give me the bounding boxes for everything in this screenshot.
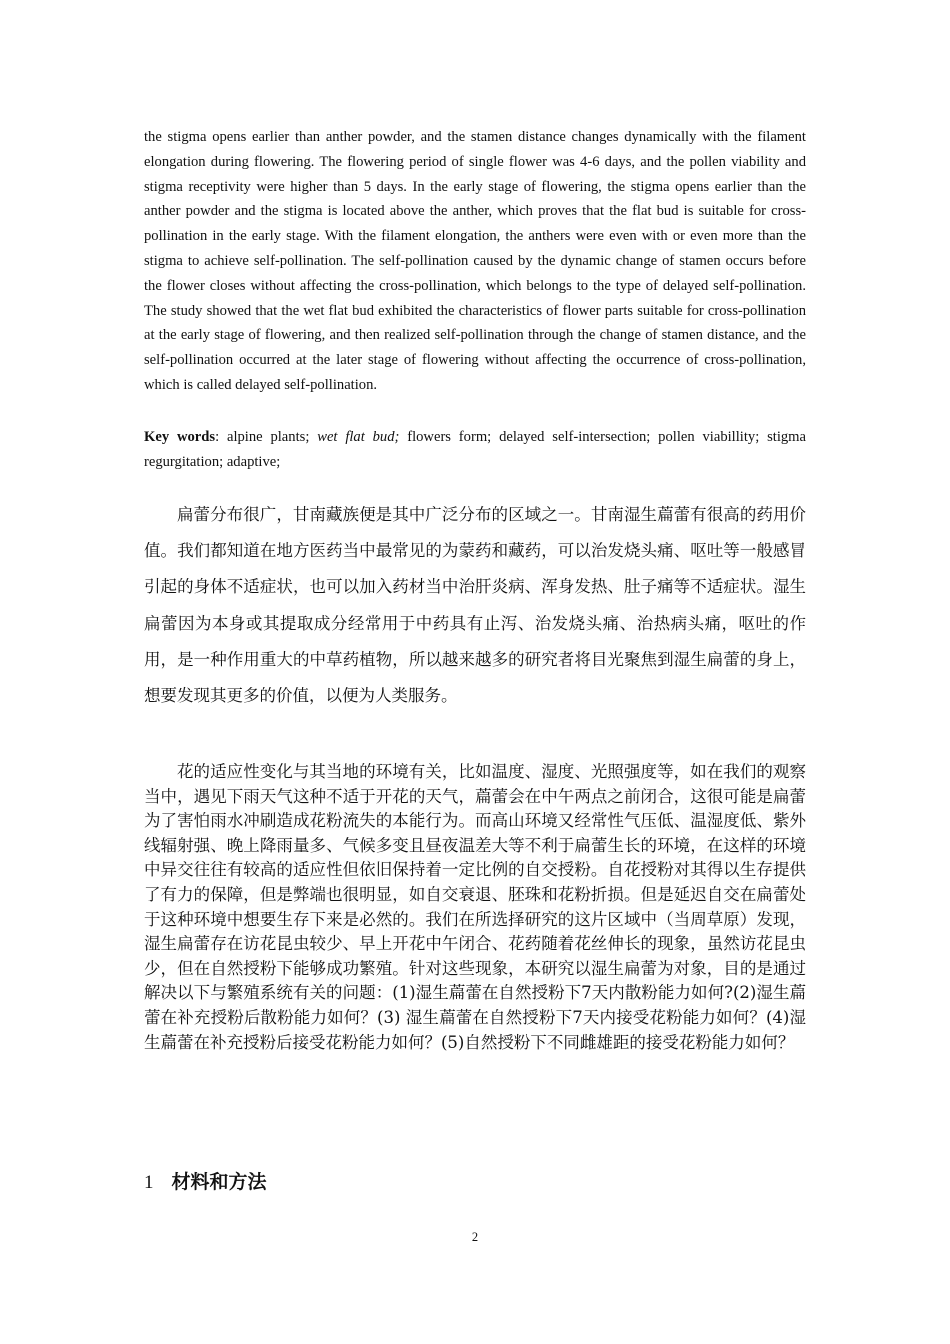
abstract-text: the stigma opens earlier than anther powder, and the stamen distance changes dynamically with the filament elongation during flowering. The flowering period of single flower was 4-6 days, and the pollen viability and stigma receptivity were higher than 5 days. In the early stage of flowering, the stigma opens earlier than the anther powder and the stigma is located above the anther, which proves that the flat bud is suitable for cross-pollination in the early stage. With the filament elongation, the anthers were even with or even more than the stigma to achieve self-pollination. The self-pollination caused by the dynamic change of stamen occurs before the flower closes without affecting the cross-pollination, which belongs to the type of delayed self-pollination. The study showed that the wet flat bud exhibited the characteristics of flower parts suitable for cross-pollination at the early stage of flowering, and then realized self-pollination through the change of stamen distance, and the self-pollination occurred at the later stage of flowering without affecting the occurrence of cross-pollination, which is called delayed self-pollination. [144,129,806,393]
page-number: 2 [471,1230,479,1244]
body-paragraph-2: 花的适应性变化与其当地的环境有关，比如温度、湿度、光照强度等，如在我们的观察当中，遇见下雨天气这种不适于开花的天气，萹蕾会在中午两点之前闭合，这很可能是扁蕾为了害怕雨水冲刷造成花粉流失的本能行为。而高山环境又经常性气压低、温湿度低、紫外线辐射强、晚上降雨量多、气候多变且昼夜温差大等不利于扁蕾生长的环境，在这样的环境中异交往往有较高的适应性但依旧保持着一定比例的自交授粉。自花授粉对其得以生存提供了有力的保障，但是弊端也很明显，如自交衰退、胚珠和花粉折损。但是延迟自交在扁蕾处于这种环境中想要生存下来是必然的。我们在所选择研究的这片区域中（当周草原）发现，湿生扁蕾存在访花昆虫较少、早上开花中午闭合、花药随着花丝伸长的现象，虽然访花昆虫少，但在自然授粉下能够成功繁殖。针对这些现象，本研究以湿生扁蕾为对象，目的是通过解决以下与繁殖系统有关的问题：(1)湿生萹蕾在自然授粉下7天内散粉能力如何?(2)湿生萹蕾在补充授粉后散粉能力如何？(3) 湿生萹蕾在自然授粉下7天内接受花粉能力如何？(4)湿生萹蕾在补充授粉后接受花粉能力如何？(5)自然授粉下不同雌雄距的接受花粉能力如何？ [144,762,806,1052]
keywords-line [144,425,806,475]
keywords-italic-term: wet flat bud; [317,429,400,445]
keywords-rest: flowers form; delayed self-intersection; pollen viabillity; stigma regurgitation; adaptive; [144,429,806,470]
section-title: 材料和方法 [171,1171,267,1193]
section-heading [144,1168,267,1197]
keywords-separator: : alpine plants; [215,429,318,445]
keywords-label: Key words [144,429,216,445]
body-paragraph-1: 扁蕾分布很广，甘南藏族便是其中广泛分布的区域之一。甘南湿生萹蕾有很高的药用价值。我们都知道在地方医药当中最常见的为蒙药和藏药，可以治发烧头痛、呕吐等一般感冒引起的身体不适症状，也可以加入药材当中治肝炎病、浑身发热、肚子痛等不适症状。湿生扁蕾因为本身或其提取成分经常用于中药具有止泻、治发烧头痛、治热病头痛，呕吐的作用，是一种作用重大的中草药植物，所以越来越多的研究者将目光聚焦到湿生扁蕾的身上，想要发现其更多的价值，以便为人类服务。 [144,505,806,706]
section-number: 1 [144,1172,154,1193]
